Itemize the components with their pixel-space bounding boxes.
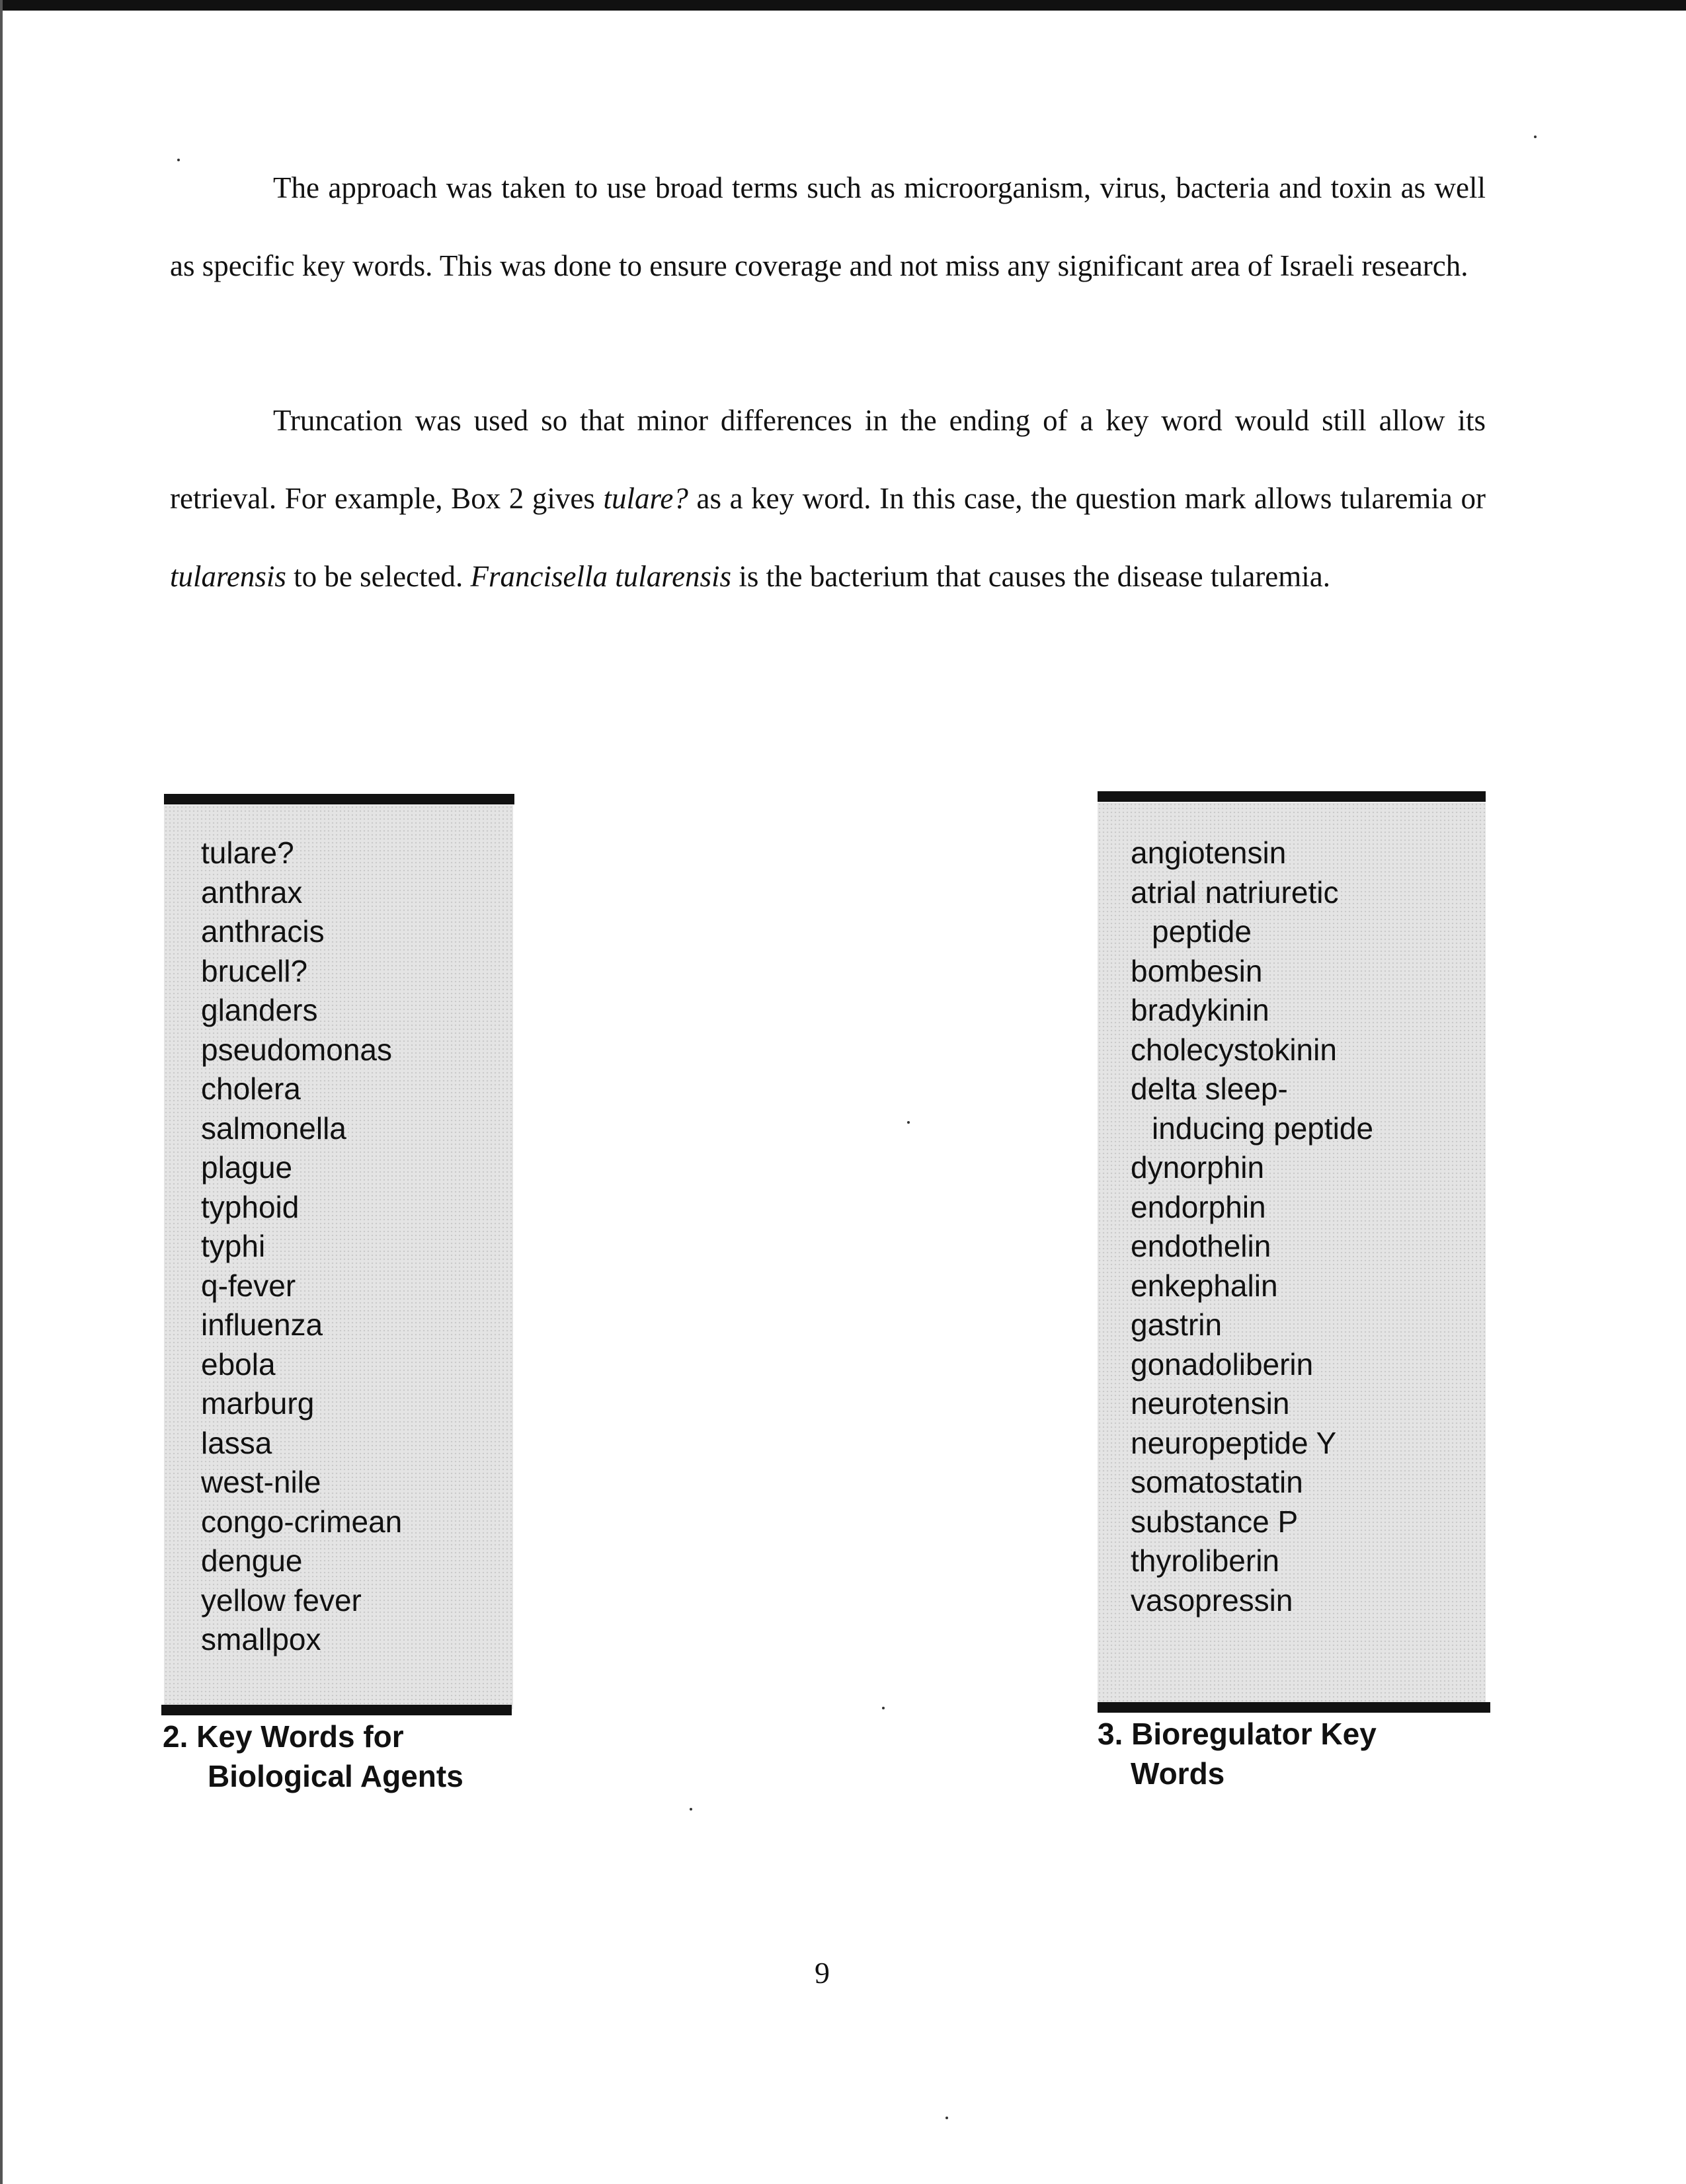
scan-speck (882, 1707, 885, 1709)
keyword-item: pseudomonas (201, 1032, 392, 1067)
scan-speck (690, 1808, 692, 1811)
keyword-item: atrial natriuretic (1131, 875, 1339, 910)
box-biological-agents-bottom-rule (161, 1705, 512, 1715)
keyword-item: bradykinin (1131, 993, 1269, 1027)
keyword-item: west-nile (201, 1465, 321, 1499)
keyword-item: congo-crimean (201, 1504, 403, 1539)
keyword-item: q-fever (201, 1268, 296, 1303)
keyword-item: enkephalin (1131, 1268, 1278, 1303)
caption-line-2: Words (1131, 1756, 1225, 1791)
caption-line-2: Biological Agents (208, 1759, 463, 1793)
box-bioregulators-bottom-rule (1098, 1702, 1490, 1713)
paragraph-truncation-text-2: as a key word. In this case, the question mark allows tularemia or (688, 482, 1486, 515)
keyword-item: brucell? (201, 953, 308, 988)
keyword-item: ebola (201, 1346, 276, 1382)
keyword-item: substance P (1131, 1504, 1299, 1539)
keyword-item: plague (201, 1150, 293, 1185)
keyword-item: glanders (201, 993, 318, 1027)
scan-speck (177, 159, 180, 161)
paragraph-truncation-text-3: to be selected. (286, 560, 471, 593)
caption-line-1: 3. Bioregulator Key (1098, 1717, 1377, 1751)
keyword-item: thyroliberin (1131, 1543, 1279, 1578)
box-bioregulators-top-rule (1098, 791, 1486, 802)
keyword-item: neurotensin (1131, 1386, 1290, 1421)
page-number: 9 (815, 1956, 830, 1990)
caption-line-1: 2. Key Words for (163, 1719, 404, 1754)
keyword-item: influenza (201, 1307, 323, 1342)
keyword-item: peptide (1152, 914, 1252, 949)
italic-term-tulare: tulare? (603, 482, 688, 515)
scan-top-border (0, 0, 1686, 11)
keyword-item: angiotensin (1131, 836, 1287, 870)
keyword-item: tulare? (201, 836, 294, 870)
italic-term-tularensis: tularensis (170, 560, 286, 593)
scan-speck (907, 1121, 910, 1124)
paragraph-truncation (170, 381, 1486, 615)
keyword-item: cholera (201, 1072, 301, 1106)
keyword-item: salmonella (201, 1111, 346, 1146)
paragraph-truncation-text-4: is the bacterium that causes the disease tularemia. (731, 560, 1330, 593)
italic-term-francisella: Francisella tularensis (470, 560, 732, 593)
box-bioregulators-caption (1098, 1714, 1377, 1793)
keyword-item: gastrin (1131, 1307, 1223, 1342)
keyword-item: anthracis (201, 914, 325, 949)
keyword-item: marburg (201, 1386, 315, 1421)
scan-speck (1534, 136, 1537, 138)
keyword-item: dengue (201, 1543, 303, 1578)
keyword-item: neuropeptide Y (1131, 1425, 1337, 1460)
keyword-item: vasopressin (1131, 1582, 1293, 1618)
box-biological-agents-caption (163, 1717, 463, 1796)
scan-left-border (0, 0, 3, 2184)
bioregulator-keyword-list (1131, 834, 1373, 1620)
keyword-item: dynorphin (1131, 1150, 1265, 1185)
keyword-item: cholecystokinin (1131, 1032, 1337, 1067)
box-biological-agents-top-rule (164, 794, 514, 804)
keyword-item: delta sleep- (1131, 1072, 1288, 1106)
keyword-item: inducing peptide (1152, 1111, 1374, 1146)
paragraph-approach: The approach was taken to use broad terms such as microorganism, virus, bacteria and toxin as well as specific key words. This was done to ensure coverage and not miss any significant area of Israeli research. (170, 171, 1486, 282)
keyword-item: somatostatin (1131, 1465, 1303, 1499)
keyword-item: endothelin (1131, 1229, 1271, 1263)
biological-agents-keyword-list (201, 834, 402, 1660)
keyword-item: typhi (201, 1229, 266, 1263)
keyword-item: smallpox (201, 1622, 321, 1657)
keyword-item: endorphin (1131, 1189, 1266, 1224)
paragraph-truncation-text-1: Truncation was used so that minor differences in the ending of a key word would still allow its retrieval. For example, Box 2 gives (170, 404, 1486, 515)
keyword-item: anthrax (201, 875, 303, 910)
scan-speck (945, 2117, 948, 2119)
keyword-item: typhoid (201, 1189, 300, 1224)
keyword-item: yellow fever (201, 1582, 362, 1618)
keyword-item: gonadoliberin (1131, 1346, 1314, 1382)
keyword-item: lassa (201, 1425, 272, 1460)
keyword-item: bombesin (1131, 953, 1263, 988)
